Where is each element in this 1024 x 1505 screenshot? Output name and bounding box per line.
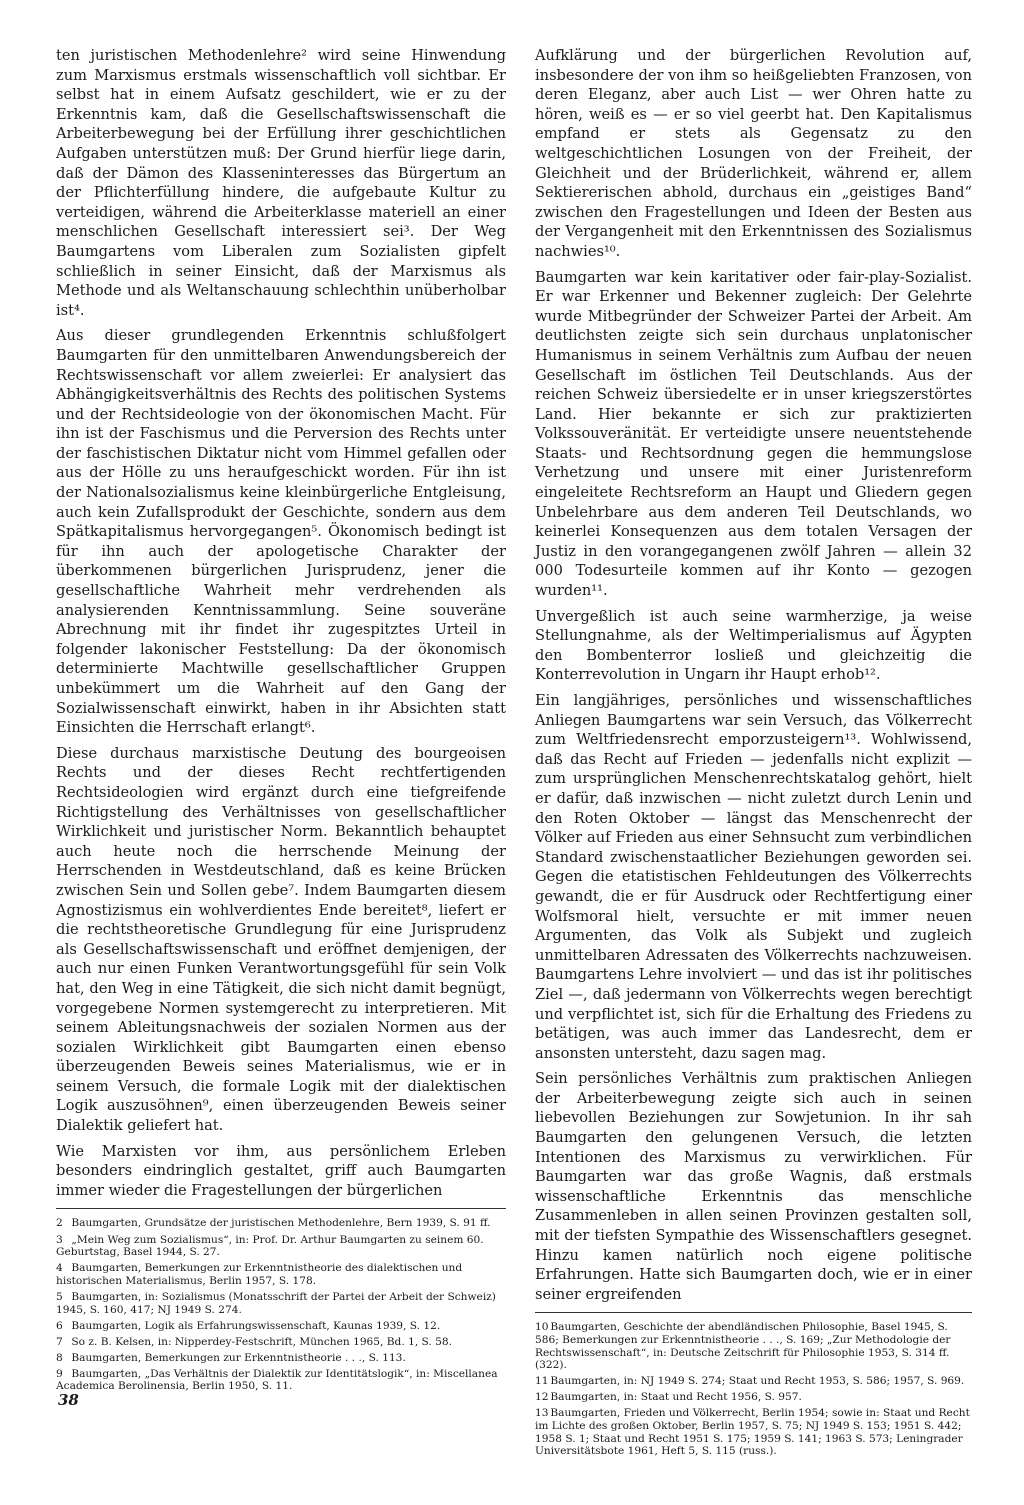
right-footnotes	[535, 1321, 972, 1457]
footnote-number: 5	[56, 1290, 63, 1303]
footnote	[535, 1391, 972, 1404]
footnote-number: 13	[535, 1407, 549, 1420]
footnote-text: Baumgarten, Bemerkungen zur Erkenntnistheorie des dialektischen und historischen Materialismus, Berlin 1957, S. 178.	[56, 1262, 463, 1287]
left-column	[56, 46, 506, 1397]
footnote	[56, 1320, 506, 1333]
left-paragraph: ten juristischen Methodenlehre² wird seine Hinwendung zum Marxismus erstmals wissenschaftlich voll sichtbar. Er selbst hat in einem Aufsatz geschildert, wie er zu der Erkenntnis kam, daß die Gesellschaftswissenschaft die Arbeiterbewegung bei der Erfüllung ihrer geschichtlichen Aufgaben unterstützen muß: Der Grund hierfür liege darin, daß der Dämon des Klasseninteresses das Bürgertum an der Pflichterfüllung hindere, die aufgebaute Kultur zu verteidigen, während die Arbeiterklasse materiell an einer menschlichen Gesellschaft interessiert sei³. Der Weg Baumgartens vom Liberalen zum Sozialisten gipfelt schließlich in seiner Einsicht, daß der Marxismus als Methode und als Weltanschauung schlechthin unüberholbar ist⁴.	[56, 47, 506, 319]
footnote-text: „Mein Weg zum Sozialismus“, in: Prof. Dr. Arthur Baumgarten zu seinem 60. Geburtstag, Basel 1944, S. 27.	[56, 1233, 484, 1259]
footnote-number: 10	[535, 1321, 549, 1334]
footnote-number: 7	[56, 1335, 63, 1348]
footnote-divider	[56, 1208, 506, 1209]
left-footnotes	[56, 1217, 506, 1393]
footnote-number: 3	[56, 1233, 63, 1246]
footnote-number: 4	[56, 1262, 63, 1275]
footnote-number: 12	[535, 1391, 549, 1404]
footnote	[56, 1368, 506, 1393]
footnote-text: Baumgarten, in: NJ 1949 S. 274; Staat und Recht 1953, S. 586; 1957, S. 969.	[550, 1375, 965, 1388]
footnote	[56, 1336, 506, 1349]
footnote-number: 2	[56, 1217, 63, 1230]
right-paragraph: Sein persönliches Verhältnis zum praktischen Anliegen der Arbeiterbewegung zeigte sich auch in seinen liebevollen Beziehungen zur Sowjetunion. In ihr sah Baumgarten den gelungenen Versuch, die letzten Intentionen des Marxismus zu verwirklichen. Für Baumgarten war das große Wagnis, daß erstmals wissenschaftliche Erkenntnis das menschliche Zusammenleben in allen seinen Provinzen gestalten soll, mit der tiefsten Sympathie des Wissenschaftlers gesegnet. Hinzu kamen natürlich noch eigene politische Erfahrungen. Hatte sich Baumgarten doch, wie er in einer seiner ergreifenden	[535, 1070, 972, 1303]
footnote-text: Baumgarten, „Das Verhältnis der Dialektik zur Identitätslogik“, in: Miscellanea Academica Berolinensia, Berlin 1950, S. 11.	[56, 1367, 498, 1393]
right-paragraph: Ein langjähriges, persönliches und wissenschaftliches Anliegen Baumgartens war sein Versuch, das Völkerrecht zum Weltfriedensrecht emporzusteigern¹³. Wohlwissend, daß das Recht auf Frieden — jedenfalls nicht explizit — zum ursprünglichen Menschenrechtskatalog gehört, hielt er dafür, daß inzwischen — nicht zuletzt durch Lenin und den Roten Oktober — längst das Menschenrecht der Völker auf Frieden aus einer Sehnsucht zum verbindlichen Standard zwischenstaatlicher Beziehungen geworden sei. Gegen die etatistischen Fehldeutungen des Völkerrechts gewandt, die er für Ausdruck oder Rechtfertigung einer Wolfsmoral hielt, versuchte er mit immer neuen Argumenten, das Volk als Subjekt und zugleich unmittelbaren Adressaten des Völkerrechts nachzuweisen. Baumgartens Lehre involviert — und das ist ihr politisches Ziel —, daß jedermann von Völkerrechts wegen berechtigt und verpflichtet ist, sich für die Erhaltung des Friedens zu betätigen, was auch immer das Landesrecht, dem er ansonsten untersteht, dazu sagen mag.	[535, 692, 972, 1062]
left-paragraph: Wie Marxisten vor ihm, aus persönlichem Erleben besonders eindringlich gestaltet, griff auch Baumgarten immer wieder die Fragestellungen der bürgerlichen	[56, 1142, 506, 1199]
footnote-text: Baumgarten, Logik als Erfahrungswissenschaft, Kaunas 1939, S. 12.	[71, 1319, 441, 1332]
footnote-number: 11	[535, 1375, 549, 1388]
footnote-text: Baumgarten, in: Staat und Recht 1956, S. 957.	[550, 1391, 802, 1404]
left-paragraph: Diese durchaus marxistische Deutung des bourgeoisen Rechts und der dieses Recht rechtfertigenden Rechtsideologien wird ergänzt durch eine tiefgreifende Richtigstellung des Verhältnisses von gesellschaftlicher Wirklichkeit und juristischer Norm. Bekanntlich behauptet auch heute noch die herrschende Meinung der Herrschenden in Westdeutschland, daß es keine Brücken zwischen Sein und Sollen gebe⁷. Indem Baumgarten diesem Agnostizismus ein wohlverdientes Ende bereitet⁸, liefert er die rechtstheoretische Grundlegung für eine Jurisprudenz als Gesellschaftswissenschaft und eröffnet demjenigen, der auch nur einen Funken Verantwortungsgefühl für sein Volk hat, den Weg in eine Tätigkeit, die sich nicht damit begnügt, vorgegebene Normen systemgerecht zu interpretieren. Mit seinem Ableitungsnachweis der sozialen Normen aus der sozialen Wirklichkeit gibt Baumgarten einen ebenso überzeugenden Beweis seines Materialismus, wie er in seinem Versuch, die formale Logik mit der dialektischen Logik auszusöhnen⁹, einen überzeugenden Beweis seiner Dialektik geliefert hat.	[56, 744, 506, 1135]
footnote-number: 9	[56, 1367, 63, 1380]
right-paragraph: Unvergeßlich ist auch seine warmherzige, ja weise Stellungnahme, als der Weltimperialismus auf Ägypten den Bombenterror losließ und gleichzeitig die Konterrevolution in Ungarn ihr Haupt erhob¹².	[535, 607, 972, 684]
page-number: 38	[58, 1391, 79, 1409]
right-paragraph: Baumgarten war kein karitativer oder fair-play-Sozialist. Er war Erkenner und Bekenner zugleich: Der Gelehrte wurde Mitbegründer der Schweizer Partei der Arbeit. Am deutlichsten zeigte sich sein durchaus unplatonischer Humanismus in seinem Verhältnis zum Aufbau der neuen Gesellschaft im östlichen Teil Deutschlands. Aus der reichen Schweiz übersiedelte er in unser kriegszerstörtes Land. Hier bekannte er sich zur praktizierten Volkssouveränität. Er verteidigte unsere neuentstehende Staats- und Rechtsordnung gegen die hemmungslose Verhetzung und unsere mit einer Juristenreform eingeleitete Rechtsreform an Haupt und Gliedern gegen Unbelehrbare aus dem anderen Teil Deutschlands, wo keinerlei Konsequenzen aus dem totalen Versagen der Justiz in den vorangegangenen zwölf Jahren — allein 32 000 Todesurteile kommen auf ihr Konto — gezogen wurden¹¹.	[535, 268, 972, 600]
footnote	[535, 1321, 972, 1371]
footnote	[535, 1375, 972, 1388]
left-body-text	[56, 46, 506, 1200]
footnote	[56, 1352, 506, 1365]
left-paragraph: Aus dieser grundlegenden Erkenntnis schlußfolgert Baumgarten für den unmittelbaren Anwendungsbereich der Rechtswissenschaft vor allem zweierlei: Er analysiert das Abhängigkeitsverhältnis des Rechts des politischen Systems und der Rechtsideologie von der ökonomischen Macht. Für ihn ist der Faschismus und die Perversion des Rechts unter der faschistischen Diktatur nicht vom Himmel gefallen oder aus der Hölle zu uns heraufgeschickt worden. Für ihn ist der Nationalsozialismus keine kleinbürgerliche Entgleisung, auch kein Zufallsprodukt der Geschichte, sondern aus dem Spätkapitalismus hervorgegangen⁵. Ökonomisch bedingt ist für ihn auch der apologetische Charakter der überkommenen bürgerlichen Jurisprudenz, jener die gesellschaftliche Wahrheit mehr verdrehenden als analysierenden Kenntnissammlung. Seine souveräne Abrechnung mit ihr findet ihr zugespitztes Urteil in folgender lakonischer Feststellung: Da der ökonomisch determinierte Machtwille gesellschaftlicher Gruppen unbekümmert um die Wahrheit auf den Gang der Sozialwissenschaft einwirkt, haben in ihr Absichten statt Einsichten die Herrschaft erlangt⁶.	[56, 327, 506, 737]
footnote-divider	[535, 1312, 972, 1313]
right-paragraph: Aufklärung und der bürgerlichen Revolution auf, insbesondere der von ihm so heißgeliebten Franzosen, von deren Eleganz, aber auch List — wer Ohren hatte zu hören, weiß es — er so viel geerbt hat. Den Kapitalismus empfand er stets als Gegensatz zu den weltgeschichtlichen Losungen von der Freiheit, der Gleichheit und der Brüderlichkeit, während er, allem Sektiererischen abhold, durchaus ein „geistiges Band“ zwischen den Fragestellungen und Ideen der Besten aus der Vergangenheit mit den Erkenntnissen des Sozialismus nachwies¹⁰.	[535, 47, 972, 260]
footnote-number: 6	[56, 1319, 63, 1332]
footnote	[56, 1217, 506, 1230]
footnote-text: Baumgarten, Bemerkungen zur Erkenntnistheorie . . ., S. 113.	[71, 1351, 406, 1364]
footnote	[56, 1262, 506, 1287]
footnote	[56, 1291, 506, 1316]
footnote-number: 8	[56, 1351, 63, 1364]
footnote-text: Baumgarten, Geschichte der abendländischen Philosophie, Basel 1945, S. 586; Bemerkungen zur Erkenntnistheorie . . ., S. 169; „Zur Methodologie der Rechtswissenschaft“, in: Deutsche Zeitschrift für Philosophie 1953, S. 314 ff. (322).	[535, 1321, 951, 1372]
footnote	[535, 1407, 972, 1457]
footnote	[56, 1234, 506, 1259]
footnote-text: Baumgarten, Frieden und Völkerrecht, Berlin 1954; sowie in: Staat und Recht im Lichte des großen Oktober, Berlin 1957, S. 75; NJ 1949 S. 153; 1951 S. 442; 1958 S. 1; Staat und Recht 1951 S. 175; 1959 S. 141; 1963 S. 573; Leningrader Universitätsbote 1961, Heft 5, S. 115 (russ.).	[535, 1407, 970, 1458]
right-column	[535, 46, 972, 1461]
footnote-text: So z. B. Kelsen, in: Nipperdey-Festschrift, München 1965, Bd. 1, S. 58.	[71, 1335, 453, 1348]
footnote-text: Baumgarten, Grundsätze der juristischen Methodenlehre, Bern 1939, S. 91 ff.	[71, 1217, 491, 1230]
right-body-text	[535, 46, 972, 1304]
footnote-text: Baumgarten, in: Sozialismus (Monatsschrift der Partei der Arbeit der Schweiz) 1945, S. 160, 417; NJ 1949 S. 274.	[56, 1290, 496, 1316]
